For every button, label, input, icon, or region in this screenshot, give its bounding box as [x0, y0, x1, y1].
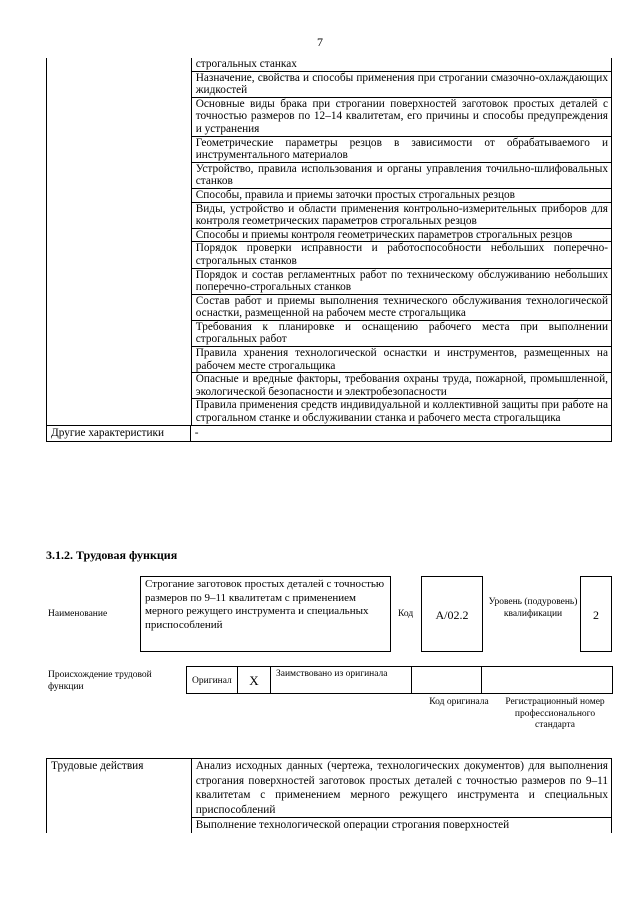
section-title: 3.1.2. Трудовая функция — [46, 548, 178, 562]
knowledge-item: Правила применения средств индивидуальной и коллективной защиты при работе на строгальном станке и обслуживании станка и рабочего места строгальщика — [195, 399, 608, 425]
function-name: Строгание заготовок простых деталей с точностью размеров по 9–11 квалитетам с применением мерного режущего инструмента и специальных приспособлений — [140, 576, 391, 652]
knowledge-item: Назначение, свойства и способы применения при строгании смазочно-охлаждающих жидкостей — [192, 72, 611, 98]
knowledge-item: Опасные и вредные факторы, требования охраны труда, пожарной, промышленной, экологической безопасности и электробезопасности — [192, 373, 611, 399]
original-code-caption: Код оригинала — [429, 697, 489, 707]
knowledge-item: Способы и приемы контроля геометрических параметров строгальных резцов — [192, 229, 611, 243]
page-number: 7 — [317, 35, 323, 49]
knowledge-item: Порядок и состав регламентных работ по техническому обслуживанию небольших поперечно-строгальных станков — [192, 269, 611, 295]
original-mark: X — [238, 667, 271, 693]
knowledge-item: Способы, правила и приемы заточки простых строгальных резцов — [192, 189, 611, 203]
other-characteristics-row — [46, 425, 612, 442]
knowledge-item: Требования к планировке и оснащению рабочего места при выполнении строгальных работ — [192, 321, 611, 347]
labor-actions-items — [192, 758, 612, 833]
registration-number-caption: Регистрационный номер профессионального стандарта — [505, 697, 605, 730]
labor-action-item: Анализ исходных данных (чертежа, технологических документов) для выполнения строгания поверхностей заготовок простых деталей с точностью размеров по 9–11 квалитетам с применением мерного режущего инструмента и специальных приспособлений — [192, 758, 611, 817]
knowledge-item: Виды, устройство и области применения контрольно-измерительных приборов для контроля геометрических параметров строгальных резцов — [192, 203, 611, 229]
code-label: Код — [398, 609, 414, 619]
knowledge-item: Геометрические параметры резцов в зависимости от обрабатываемого и инструментального материалов — [192, 137, 611, 163]
labor-actions-table — [46, 758, 612, 833]
labor-action-item: Выполнение технологической операции строгания поверхностей — [192, 817, 611, 833]
other-characteristics-label: Другие характеристики — [46, 426, 191, 441]
borrowed-label: Заимствовано из оригинала — [271, 667, 412, 693]
origin-table — [186, 666, 613, 694]
knowledge-item: Устройство, правила использования и органы управления точильно-шлифовальных станков — [192, 163, 611, 189]
registration-number-cell — [482, 667, 612, 693]
knowledge-item: строгальных станках — [192, 58, 611, 72]
knowledge-table — [46, 58, 612, 442]
origin-label: Происхождение трудовой функции — [48, 670, 152, 692]
original-code-cell — [412, 667, 482, 693]
knowledge-items — [192, 58, 612, 425]
level-label: Уровень (подуровень) квалификации — [488, 597, 578, 619]
knowledge-item: Порядок проверки исправности и работоспособности небольших поперечно-строгальных станков — [192, 242, 611, 268]
knowledge-item: Состав работ и приемы выполнения технического обслуживания технологической оснастки, размещенной на рабочем месте строгальщика — [192, 295, 611, 321]
name-label: Наименование — [48, 609, 108, 619]
knowledge-item: Основные виды брака при строгании поверхностей заготовок простых деталей с точностью размеров по 12–14 квалитетам, его причины и способы предупреждения и устранения — [192, 98, 611, 137]
original-label: Оригинал — [187, 667, 238, 693]
labor-actions-row — [46, 758, 612, 833]
knowledge-row-block — [46, 58, 612, 425]
function-code: А/02.2 — [421, 576, 483, 652]
qualification-level: 2 — [580, 576, 612, 652]
other-characteristics-value: - — [191, 426, 612, 441]
labor-actions-label: Трудовые действия — [46, 758, 192, 833]
knowledge-left-cell — [46, 58, 192, 425]
knowledge-item: Правила хранения технологической оснастки и инструментов, размещенных на рабочем месте строгальщика — [192, 347, 611, 373]
